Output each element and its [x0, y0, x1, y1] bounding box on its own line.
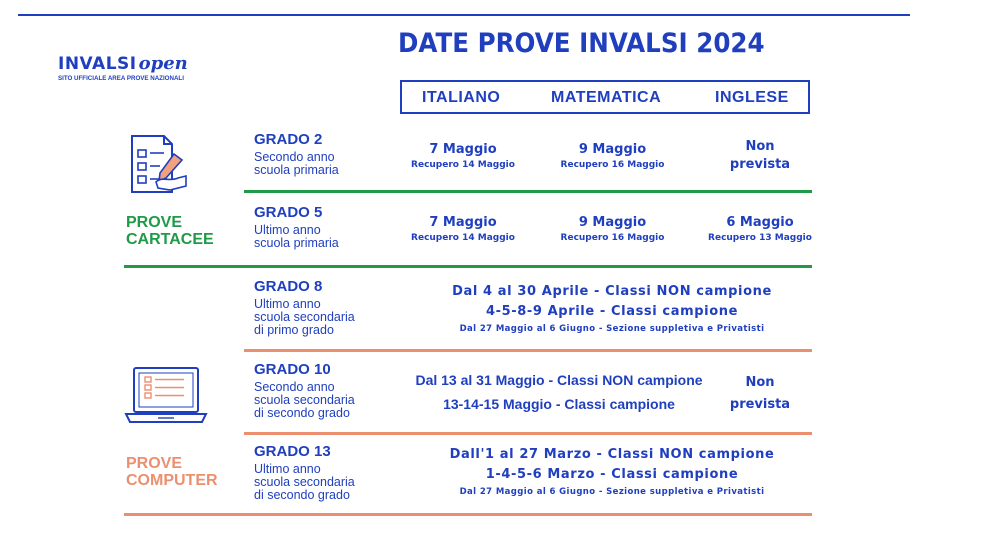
category-computer-line2: COMPUTER: [126, 472, 218, 489]
desc-line: Ultimo anno: [254, 297, 321, 311]
desc-line: Secondo anno: [254, 380, 335, 394]
grade-2-matematica: [540, 142, 685, 170]
desc-line: scuola secondaria: [254, 475, 355, 489]
grade-13-title: GRADO 13: [254, 443, 331, 460]
desc-line: Ultimo anno: [254, 223, 321, 237]
subject-matematica: MATEMATICA: [551, 89, 662, 106]
section-separator: [124, 513, 812, 516]
desc-line: Secondo anno: [254, 150, 335, 164]
grade-2-inglese: [705, 138, 815, 174]
grade-10-desc: [254, 381, 355, 420]
grade-5-desc: [254, 224, 339, 250]
grade-8-title: GRADO 8: [254, 278, 323, 295]
date-main: 6 Maggio: [726, 215, 794, 230]
row-separator: [244, 190, 812, 193]
category-computer-line1: PROVE: [126, 455, 183, 472]
date-line: Dal 27 Maggio al 6 Giugno - Sezione suppletiva e Privatisti: [459, 324, 765, 334]
desc-line: scuola secondaria: [254, 393, 355, 407]
page-title: DATE PROVE INVALSI 2024: [398, 28, 765, 59]
grade-13-dates: [400, 447, 824, 497]
grade-5-italiano: [393, 215, 533, 243]
subject-header: [400, 80, 810, 114]
date-main: 7 Maggio: [429, 142, 497, 157]
subject-italiano: ITALIANO: [422, 89, 501, 106]
date-line: Dal 4 al 30 Aprile - Classi NON campione: [452, 284, 772, 299]
date-line: 13-14-15 Maggio - Classi campione: [443, 396, 675, 412]
section-separator: [124, 265, 812, 268]
category-prove-cartacee: [126, 214, 214, 248]
logo-tagline: SITO UFFICIALE AREA PROVE NAZIONALI: [58, 75, 184, 82]
grade-5-matematica: [540, 215, 685, 243]
invalsi-open-logo[interactable]: [58, 55, 228, 95]
inglese-line: Non: [745, 139, 775, 154]
desc-line: di secondo grado: [254, 406, 350, 420]
checklist-pencil-icon: [124, 132, 194, 198]
row-separator: [244, 349, 812, 352]
date-recupero: Recupero 14 Maggio: [411, 233, 515, 243]
desc-line: scuola primaria: [254, 236, 339, 250]
grade-2-italiano: [393, 142, 533, 170]
grade-2-desc: [254, 151, 339, 177]
desc-line: Ultimo anno: [254, 462, 321, 476]
date-recupero: Recupero 16 Maggio: [560, 160, 665, 170]
laptop-checklist-icon: [124, 364, 208, 428]
inglese-line: prevista: [729, 397, 791, 412]
date-line: 1-4-5-6 Marzo - Classi campione: [485, 467, 739, 482]
grade-10-inglese: [705, 372, 815, 416]
grade-10-dates: [400, 372, 718, 412]
date-recupero: Recupero 13 Maggio: [708, 233, 812, 243]
category-paper-line2: CARTACEE: [126, 231, 214, 248]
date-recupero: Recupero 14 Maggio: [411, 160, 515, 170]
date-main: 9 Maggio: [578, 215, 647, 230]
grade-5-inglese: [700, 215, 820, 243]
subject-inglese: INGLESE: [715, 89, 789, 106]
desc-line: scuola secondaria: [254, 310, 355, 324]
inglese-line: prevista: [729, 157, 791, 172]
desc-line: di secondo grado: [254, 488, 350, 502]
grade-2-title: GRADO 2: [254, 131, 323, 148]
grade-5-title: GRADO 5: [254, 204, 323, 221]
category-paper-line1: PROVE: [126, 214, 183, 231]
row-separator: [244, 432, 812, 435]
grade-8-dates: [400, 284, 824, 334]
category-prove-computer: [126, 455, 218, 489]
desc-line: scuola primaria: [254, 163, 339, 177]
date-recupero: Recupero 16 Maggio: [560, 233, 665, 243]
logo-brand: INVALSI: [58, 54, 137, 74]
grade-8-desc: [254, 298, 355, 337]
date-line: Dal 27 Maggio al 6 Giugno - Sezione suppletiva e Privatisti: [459, 487, 765, 497]
top-rule: [18, 14, 910, 16]
grade-10-title: GRADO 10: [254, 361, 331, 378]
date-line: Dal 13 al 31 Maggio - Classi NON campione: [415, 372, 703, 388]
inglese-line: Non: [745, 375, 775, 390]
date-main: 7 Maggio: [429, 215, 497, 230]
grade-13-desc: [254, 463, 355, 502]
desc-line: di primo grado: [254, 323, 334, 337]
date-main: 9 Maggio: [578, 142, 647, 157]
date-line: Dall'1 al 27 Marzo - Classi NON campione: [449, 447, 775, 462]
date-line: 4-5-8-9 Aprile - Classi campione: [485, 304, 739, 319]
logo-brand-script: open: [138, 53, 188, 74]
